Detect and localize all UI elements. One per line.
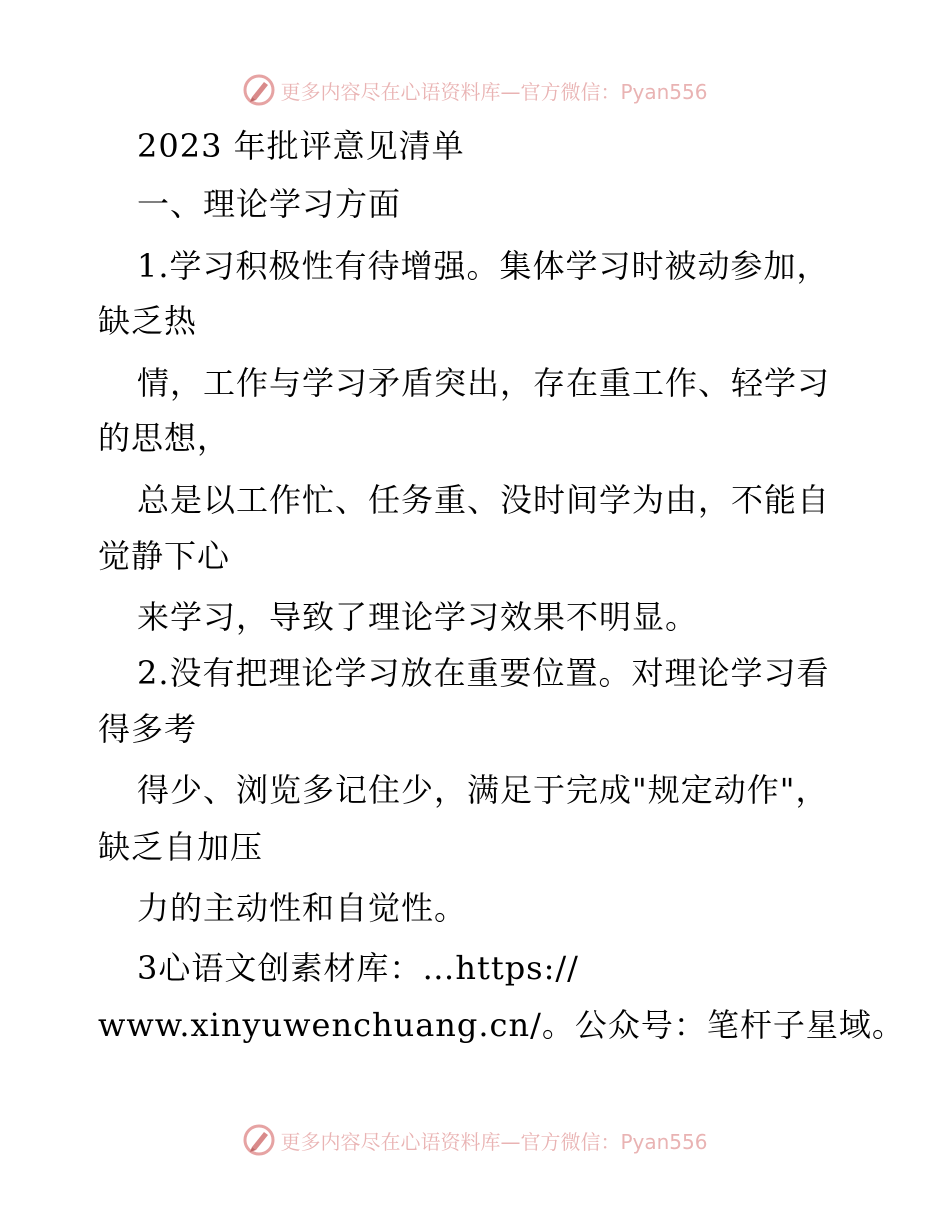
paragraph-line: 缺乏自加压 [98,828,264,866]
document-title: 2023 年批评意见清单 [137,127,465,165]
banner-text: 更多内容尽在心语资料库—官方微信：Pyan556 [280,1129,708,1154]
footer-watermark-banner [0,1120,950,1160]
paragraph-line: 得少、浏览多记住少，满足于完成"规定动作"， [137,771,829,809]
paragraph-line: 1.学习积极性有待增强。集体学习时被动参加， [137,247,830,285]
section-heading: 一、理论学习方面 [137,185,402,223]
paragraph-line: 3心语文创素材库：…https:// [137,949,579,987]
paragraph-line: 来学习，导致了理论学习效果不明显。 [137,598,699,636]
paragraph-line: www.xinyuwenchuang.cn/。公众号：笔杆子星域。 [98,1006,905,1044]
header-watermark-banner [0,70,950,110]
pen-logo-icon [242,1123,276,1157]
paragraph-line: 缺乏热 [98,302,198,340]
paragraph-line: 情，工作与学习矛盾突出，存在重工作、轻学习 [137,364,831,402]
paragraph-line: 总是以工作忙、任务重、没时间学为由，不能自 [137,481,831,519]
banner-text: 更多内容尽在心语资料库—官方微信：Pyan556 [280,79,708,104]
paragraph-line: 觉静下心 [98,537,231,575]
paragraph-line: 得多考 [98,710,198,748]
paragraph-line: 的思想， [98,419,231,457]
paragraph-line: 力的主动性和自觉性。 [137,889,468,927]
paragraph-line: 2.没有把理论学习放在重要位置。对理论学习看 [137,654,830,692]
pen-logo-icon [242,73,276,107]
